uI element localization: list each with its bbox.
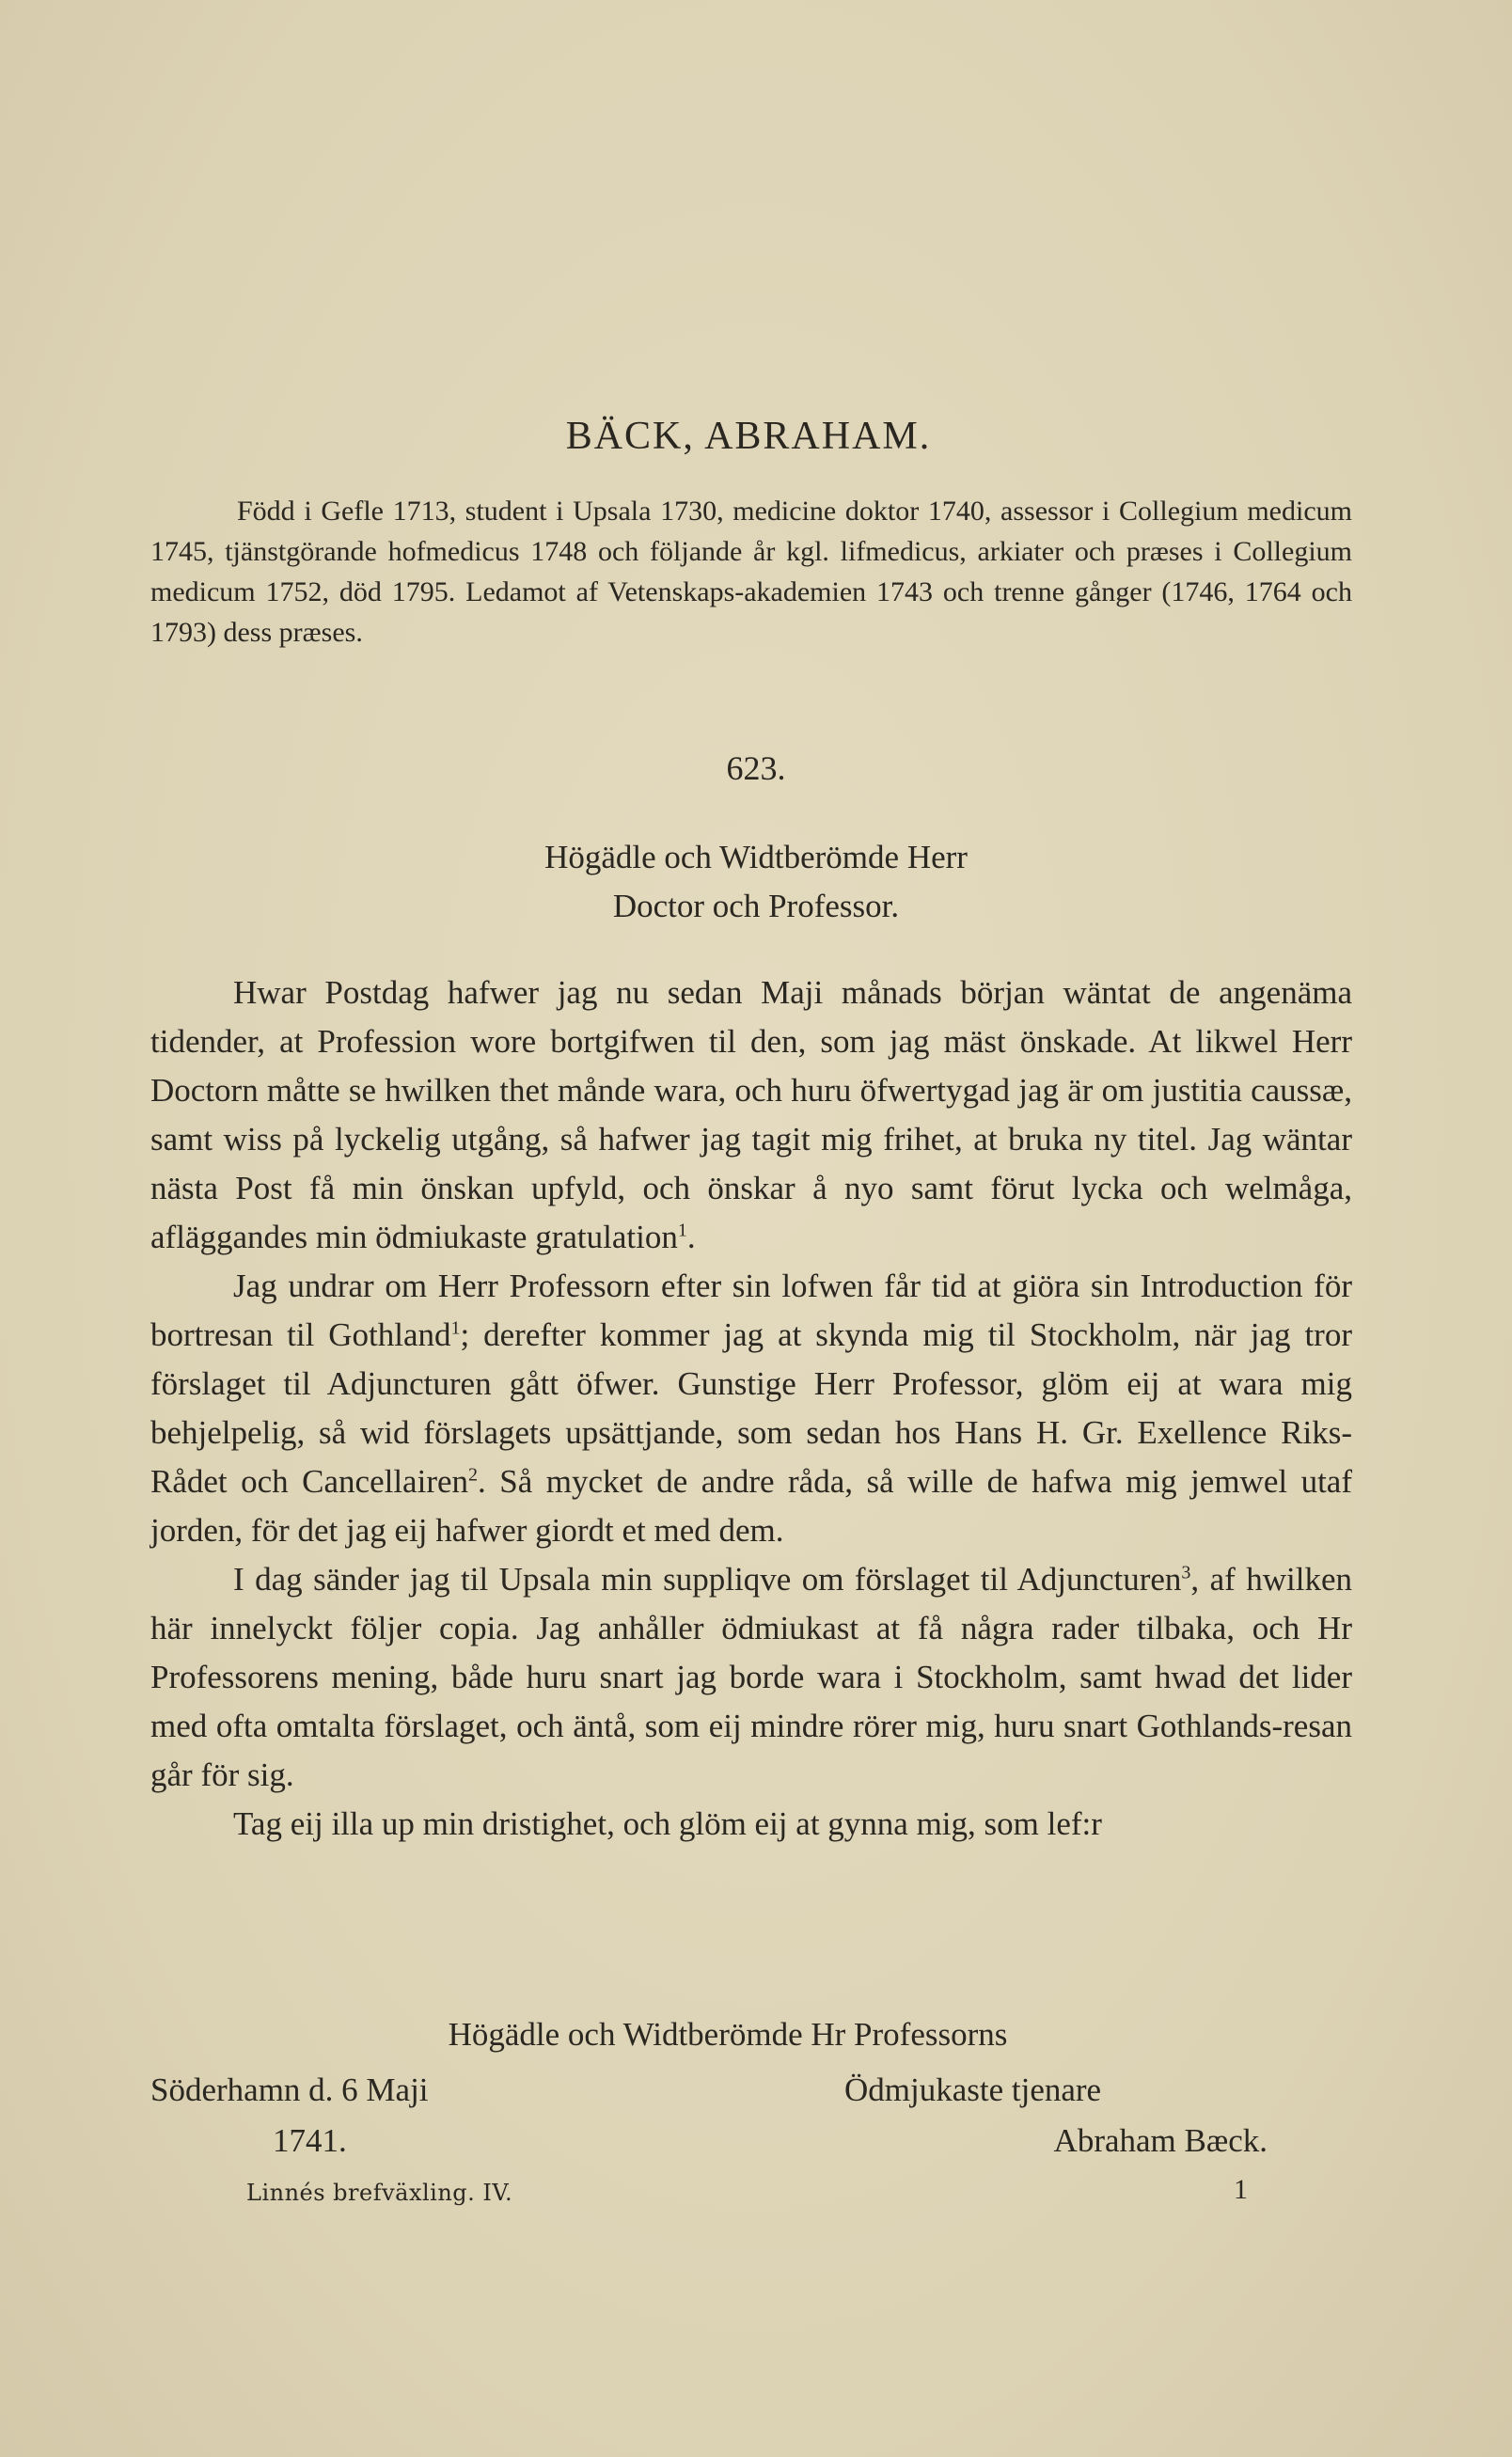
biography-paragraph bbox=[150, 491, 1352, 653]
biography-text: Född i Gefle 1713, student i Upsala 1730, medicine doktor 1740, assessor i Collegium medicum 1745, tjänstgörande hofmedicus 1748 och följande år kgl. lifmedicus, arkiater och præses i Collegium medicum 1752, död 1795. Ledamot af Vetenskaps-akademien 1743 och trenne gånger (1746, 1764 och 1793) dess præses. bbox=[150, 496, 1352, 648]
paragraph-4: Tag eij illa up min dristighet, och glöm eij at gynna mig, som lef:r bbox=[233, 1805, 1102, 1842]
closing-line: Högädle och Widtberömde Hr Professorns bbox=[448, 2016, 1008, 2053]
letter-number: 623. bbox=[726, 749, 786, 787]
salutation-line-2: Doctor och Professor. bbox=[612, 888, 900, 924]
footnote-marker: 2 bbox=[468, 1464, 479, 1486]
place-and-date bbox=[150, 2065, 429, 2166]
signature-name: Abraham Bæck. bbox=[1053, 2122, 1268, 2159]
chapter-heading: BÄCK, ABRAHAM. bbox=[565, 415, 932, 458]
signature-block bbox=[844, 2065, 1268, 2166]
footnote-marker: 1 bbox=[677, 1220, 687, 1241]
year-text: 1741. bbox=[273, 2122, 347, 2159]
footnote-marker: 1 bbox=[450, 1317, 461, 1339]
running-footer: Linnés brefväxling. IV. bbox=[246, 2180, 513, 2206]
place-text: Söderhamn d. 6 Maji bbox=[150, 2071, 429, 2108]
paragraph-3: I dag sänder jag til Upsala min suppliqve om förslaget til Adjuncturen$^3$, af hwilken här innelyckt följer copia. Jag anhåller ödmiukast at få några rader tilbaka, och Hr Professorens mening, både huru snart jag borde wara i Stockholm, samt hwad det lider med ofta omtalta förslaget, och äntå, som eij mindre rörer mig, huru snart Gothlands-resan går för sig. bbox=[150, 1561, 1353, 1793]
paragraph-1: Hwar Postdag hafwer jag nu sedan Maji månads början wäntat de angenäma tidender, at Profession wore bortgifwen til den, som jag mäst önskade. At likwel Herr Doctorn måtte se hwilken thet månde wara, och huru öfwertygad jag är om justitia caussæ, samt wiss på lyckelig utgång, så hafwer jag tagit mig frihet, at bruka ny titel. Jag wäntar nästa Post få min önskan upfyld, och önskar å nyo samt förut lycka och welmåga, afläggandes min ödmiukaste gratulation$^1$. bbox=[150, 974, 1352, 1255]
paragraph-2: Jag undrar om Herr Professorn efter sin lofwen får tid at giöra sin Introduction för bortresan til Gothland$^1$; derefter kommer jag at skynda mig til Stockholm, när jag tror förslaget til Adjuncturen gått öfwer. Gunstige Herr Professor, glöm eij at wara mig behjelpelig, så wid förslagets upsättjande, som sedan hos Hans H. Gr. Exellence Riks-Rådet och Cancellairen$^2$. Så mycket de andre råda, så wille de hafwa mig jemwel utaf jorden, för det jag eij hafwer giordt et med dem. bbox=[150, 1268, 1352, 1549]
salutation bbox=[0, 833, 1512, 931]
salutation-line-1: Högädle och Widtberömde Herr bbox=[544, 839, 968, 875]
sign-line: Ödmjukaste tjenare bbox=[844, 2071, 1102, 2108]
footnote-marker: 3 bbox=[1181, 1562, 1191, 1583]
page-number: 1 bbox=[1234, 2174, 1248, 2205]
letter-body bbox=[150, 969, 1352, 1849]
